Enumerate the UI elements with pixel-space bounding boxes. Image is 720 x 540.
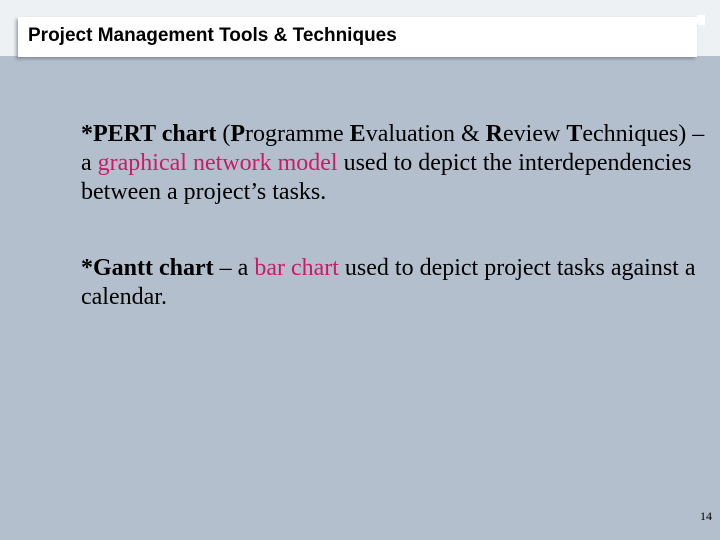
gantt-text-rest: used to depict project tasks against a calendar. <box>81 255 696 310</box>
pert-text-t-rest: echniques) – a <box>81 121 705 176</box>
pert-text-p-rest: rogramme <box>245 121 350 147</box>
pert-paren-open: ( <box>216 121 231 147</box>
pert-highlight: graphical network model <box>97 150 338 176</box>
pert-text-rest: used to depict the interdependencies between a project’s tasks. <box>81 150 692 205</box>
pert-marker: *PERT chart <box>81 121 217 147</box>
bullet-gantt <box>81 254 706 312</box>
slide-content <box>81 120 706 359</box>
page-number: 14 <box>700 509 712 523</box>
slide-title: Project Management Tools & Techniques <box>28 25 397 46</box>
pert-initial-t: T <box>566 121 583 147</box>
pert-initial-e: E <box>349 121 366 147</box>
pert-initial-r: R <box>485 121 504 147</box>
pert-initial-p: P <box>230 121 246 147</box>
pert-text-e-rest: valuation & <box>365 121 486 147</box>
bullet-pert <box>81 120 706 207</box>
title-bar <box>18 17 697 57</box>
pert-text-r-rest: eview <box>503 121 567 147</box>
gantt-marker: *Gantt chart <box>81 255 214 281</box>
gantt-highlight: bar chart <box>254 255 339 281</box>
gantt-text-intro: – a <box>213 255 255 281</box>
title-bar-corner <box>697 15 705 25</box>
